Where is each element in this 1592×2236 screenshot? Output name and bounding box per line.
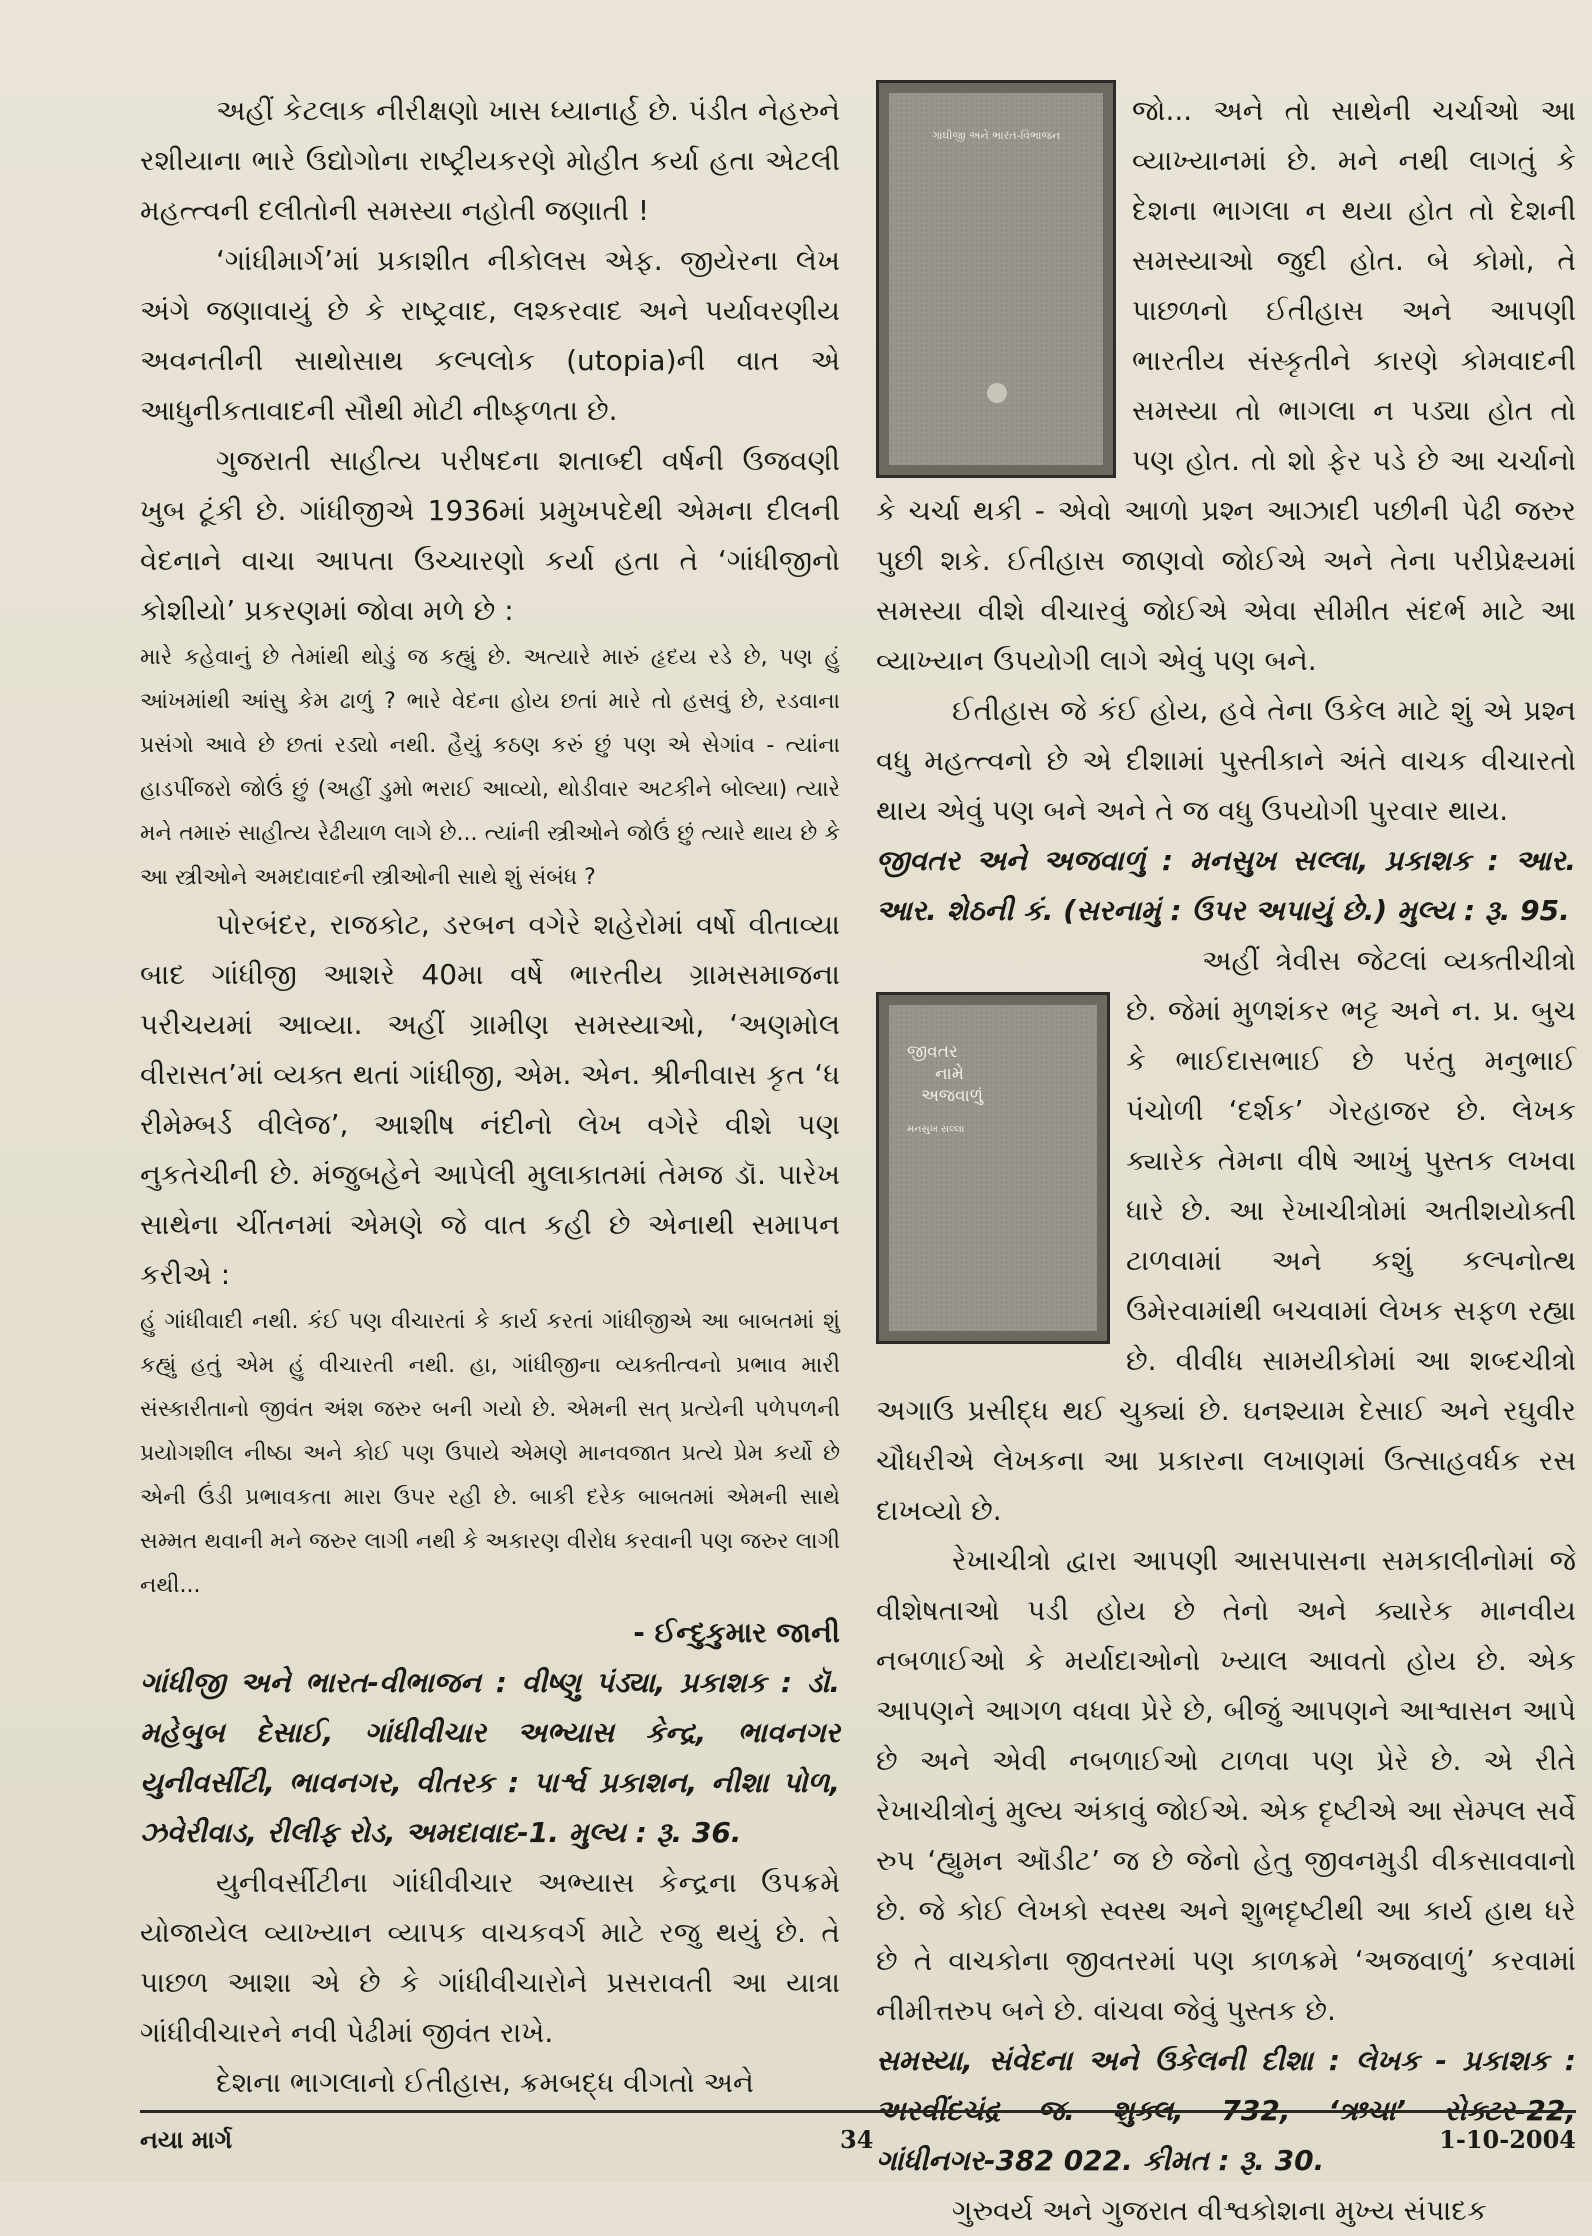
- book-title: સમસ્યા, સંવેદના અને ઉકેલની દીશા :: [876, 2044, 1340, 2077]
- right-column: [876, 86, 1576, 2236]
- book-cover-title: [907, 1041, 1107, 1107]
- block-quote: મારે કહેવાનું છે તેમાંથી થોડું જ કહ્યું છે. અત્યારે મારું હૃદય રડે છે, પણ હું આંખમાંથી આંસુ કેમ ઢાળું ? ભારે વેદના હોય છતાં મારે તો હસવું છે, રડવાના પ્રસંગો આવે છે છતાં રડ્યો નથી. હૈયું કઠણ કરું છું પણ એ સેગાંવ - ત્યાંના હાડપીંજરો જોઉં છું (અહીં ડુમો ભરાઈ આવ્યો, થોડીવાર અટકીને બોલ્યા) ત્યારે મને તમારું સાહીત્ય રેઢીયાળ લાગે છે... ત્યાંની સ્ત્રીઓને જોઉં છું ત્યારે થાય છે કે આ સ્ત્રીઓને અમદાવાદની સ્ત્રીઓની સાથે શું સંબંધ ?: [140, 645, 840, 890]
- book-cover-title: ગાંધીજી અને ભારત-વિભાજન: [931, 129, 1061, 142]
- block-quote: હું ગાંધીવાદી નથી. કંઈ પણ વીચારતાં કે કાર્ય કરતાં ગાંધીજીએ આ બાબતમાં શું કહ્યું હતું એમ હું વીચારતી નથી. હા, ગાંધીજીના વ્યક્તીત્વનો પ્રભાવ મારી સંસ્કારીતાનો જીવંત અંશ જરુર બની ગયો છે. એમની સત્ પ્રત્યેની પળેપળની પ્રયોગશીલ નીષ્ઠા અને કોઈ પણ ઉપાયે એમણે માનવજાત પ્રત્યે પ્રેમ કર્યો છે એની ઉંડી પ્રભાવકતા મારા ઉપર રહી છે. બાકી દરેક બાબતમાં એમની સાથે સમ્મત થવાની મને જરુર લાગી નથી કે અકારણ વીરોધ કરવાની પણ જરુર લાગી નથી...: [140, 1309, 840, 1598]
- paragraph: પોરબંદર, રાજકોટ, ડરબન વગેરે શહેરોમાં વર્ષો વીતાવ્યા બાદ ગાંધીજી આશરે 40મા વર્ષે ભારતીય ગ્રામસમાજના પરીચયમાં આવ્યા. અહીં ગ્રામીણ સમસ્યાઓ, ‘અણમોલ વીરાસત’માં વ્યક્ત થતાં ગાંધીજી, એમ. એન. શ્રીનીવાસ કૃત ‘ધ રીમેમ્બર્ડ વીલેજ’, આશીષ નંદીનો લેખ વગેરે વીશે પણ નુકતેચીની છે. મંજુબહેને આપેલી મુલાકાતમાં તેમજ ડૉ. પારેખ સાથેના ચીંતનમાં એમણે જે વાત કહી છે એનાથી સમાપન કરીએ :: [140, 908, 840, 1291]
- book-cover-image: [876, 992, 1110, 1344]
- page-footer: [140, 2110, 1576, 2154]
- book-cover-author: મનસુખ સલ્લા: [907, 1124, 965, 1135]
- paragraph: રેખાચીત્રો દ્વારા આપણી આસપાસના સમકાલીનોમાં જે વીશેષતાઓ પડી હોય છે તેનો અને ક્યારેક માનવીય નબળાઈઓ કે મર્યાદાઓનો ખ્યાલ આવતો હોય છે. એક આપણને આગળ વધવા પ્રેરે છે, બીજું આપણને આશ્વાસન આપે છે અને એવી નબળાઈઓ ટાળવા પણ પ્રેરે છે. એ રીતે રેખાચીત્રોનું મુલ્ય અંકાવું જોઈએ. એક દૃષ્ટીએ આ સેમ્પલ સર્વે રુપ ‘હ્યુમન ઑડીટ’ જ છે જેનો હેતુ જીવનમુડી વીકસાવવાનો છે. જે કોઈ લેખકો સ્વસ્થ અને શુભદૃષ્ટીથી આ કાર્ય હાથ ધરે છે તે વાચકોના જીવતરમાં પણ કાળક્રમે ‘અજવાળું’ કરવામાં નીમીત્તરુપ બને છે. વાંચવા જેવું પુસ્તક છે.: [876, 1544, 1576, 2027]
- book-reference: [876, 836, 1576, 936]
- paragraph: ગુરુવર્ય અને ગુજરાત વીશ્વકોશના મુખ્ય સંપાદક: [952, 2194, 1487, 2227]
- paragraph: અહીં કેટલાક નીરીક્ષણો ખાસ ધ્યાનાર્હ છે. પંડીત નેહરુને રશીયાના ભારે ઉદ્યોગોના રાષ્ટ્રીયકરણે મોહીત કર્યા હતા એટલી મહત્ત્વની દલીતોની સમસ્યા નહોતી જણાતી !: [140, 94, 840, 227]
- publication-name: નયા માર્ગ: [140, 2125, 233, 2154]
- publisher-emblem-icon: [987, 383, 1007, 403]
- book-title: ગાંધીજી અને ભારત-વીભાજન :: [140, 1666, 507, 1699]
- book-cover-image: [876, 80, 1116, 478]
- paragraph: જો... અને તો સાથેની ચર્ચાઓ આ વ્યાખ્યાનમાં છે. મને નથી લાગતું કે દેશના ભાગલા ન થયા હોત તો દેશની સમસ્યાઓ જુદી હોત. બે કોમો, તે પાછળનો ઈતીહાસ અને આપણી ભારતીય સંસ્કૃતીને કારણે કોમવાદની સમસ્યા તો ભાગલા ન પડ્યા હોત તો પણ હોત. તો શો ફેર પડે છે આ ચર્ચાનો કે ચર્ચા થકી - એવો આળો પ્રશ્ન આઝાદી પછીની પેઢી જરુર પુછી શકે. ઈતીહાસ જાણવો જોઈએ અને તેના પરીપ્રેક્ષ્યમાં સમસ્યા વીશે વીચારવું જોઈએ એવા સીમીત સંદર્ભ માટે આ વ્યાખ્યાન ઉપયોગી લાગે એવું પણ બને.: [876, 94, 1576, 677]
- book-cover-title-line: નામે: [935, 1064, 964, 1084]
- book-cover-title-line: જીવતર: [907, 1042, 958, 1062]
- paragraph: યુનીવર્સીટીના ગાંધીવીચાર અભ્યાસ કેન્દ્રના ઉપક્રમે યોજાયેલ વ્યાખ્યાન વ્યાપક વાચકવર્ગ માટે રજુ થયું છે. તે પાછળ આશા એ છે કે ગાંધીવીચારોને પ્રસરાવતી આ યાત્રા ગાંધીવીચારને નવી પેઢીમાં જીવંત રાખે.: [140, 1866, 840, 2049]
- signature: - ઈન્દુકુમાર જાની: [633, 1616, 840, 1649]
- page-number: 34: [840, 2125, 874, 2154]
- book-details: મનસુખ સલ્લા, પ્રકાશક : આર. આર. શેઠની કં. (સરનામું : ઉપર અપાયું છે.) મુલ્ય : રૂ. 95.: [876, 844, 1576, 927]
- book-title: જીવતર અને અજવાળું :: [876, 844, 1174, 877]
- book-reference: [140, 1658, 840, 1858]
- book-cover-title-line: અજવાળું: [921, 1086, 984, 1106]
- paragraph: દેશના ભાગલાનો ઈતીહાસ, ક્રમબદ્ધ વીગતો અને: [216, 2066, 754, 2099]
- issue-date: 1-10-2004: [1439, 2125, 1576, 2154]
- left-column: [140, 86, 840, 2108]
- paragraph: ‘ગાંધીમાર્ગ’માં પ્રકાશીત નીકોલસ એફ. જીયેરના લેખ અંગે જણાવાયું છે કે રાષ્ટ્રવાદ, લશ્કરવાદ અને પર્યાવરણીય અવનતીની સાથોસાથ કલ્પલોક (utopia)ની વાત એ આધુનીકતાવાદની સૌથી મોટી નીષ્ફળતા છે.: [140, 244, 840, 427]
- book-details: લેખક - પ્રકાશક : અરવીંદચંદ્ર જ. શુક્લ, 732, ‘ઋચા’ સેક્ટર-22, ગાંધીનગર-382 022. કીમત : રૂ. 30.: [876, 2044, 1576, 2177]
- paragraph: અહીં ત્રેવીસ જેટલાં વ્યક્તીચીત્રો છે. જેમાં મુળશંકર ભટ્ટ અને ન. પ્ર. બુચ કે ભાઈદાસભાઈ છે પરંતુ મનુભાઈ પંચોળી ‘દર્શક’ ગેરહાજર છે. લેખક ક્યારેક તેમના વીષે આખું પુસ્તક લખવા ધારે છે. આ રેખાચીત્રોમાં અતીશયોક્તી ટાળવામાં અને કશું કલ્પનોત્થ ઉમેરવામાંથી બચવામાં લેખક સફળ રહ્યા છે. વીવીધ સામયીકોમાં આ શબ્દચીત્રો અગાઉ પ્રસીદ્ધ થઈ ચુક્યાં છે. ઘનશ્યામ દેસાઈ અને રઘુવીર ચૌધરીએ લેખકના આ પ્રકારના લખાણમાં ઉત્સાહવર્ધક રસ દાખવ્યો છે.: [876, 944, 1576, 1527]
- book-details: વીષ્ણુ પંડ્યા, પ્રકાશક : ડૉ. મહેબુબ દેસાઈ, ગાંધીવીચાર અભ્યાસ કેન્દ્ર, ભાવનગર યુનીવર્સીટી, ભાવનગર, વીતરક : પાર્શ્વ પ્રકાશન, નીશા પોળ, ઝવેરીવાડ, રીલીફ રોડ, અમદાવાદ-1. મુલ્ય : રૂ. 36.: [140, 1666, 840, 1849]
- paragraph: ગુજરાતી સાહીત્ય પરીષદના શતાબ્દી વર્ષની ઉજવણી ખુબ ટૂંકી છે. ગાંધીજીએ 1936માં પ્રમુખપદેથી એમના દીલની વેદનાને વાચા આપતા ઉચ્ચારણો કર્યા હતા તે ‘ગાંધીજીનો કોશીયો’ પ્રકરણમાં જોવા મળે છે :: [140, 444, 840, 627]
- paragraph: ઈતીહાસ જે કંઈ હોય, હવે તેના ઉકેલ માટે શું એ પ્રશ્ન વધુ મહત્ત્વનો છે એ દીશામાં પુસ્તીકાને અંતે વાચક વીચારતો થાય એવું પણ બને અને તે જ વધુ ઉપયોગી પુરવાર થાય.: [876, 694, 1576, 827]
